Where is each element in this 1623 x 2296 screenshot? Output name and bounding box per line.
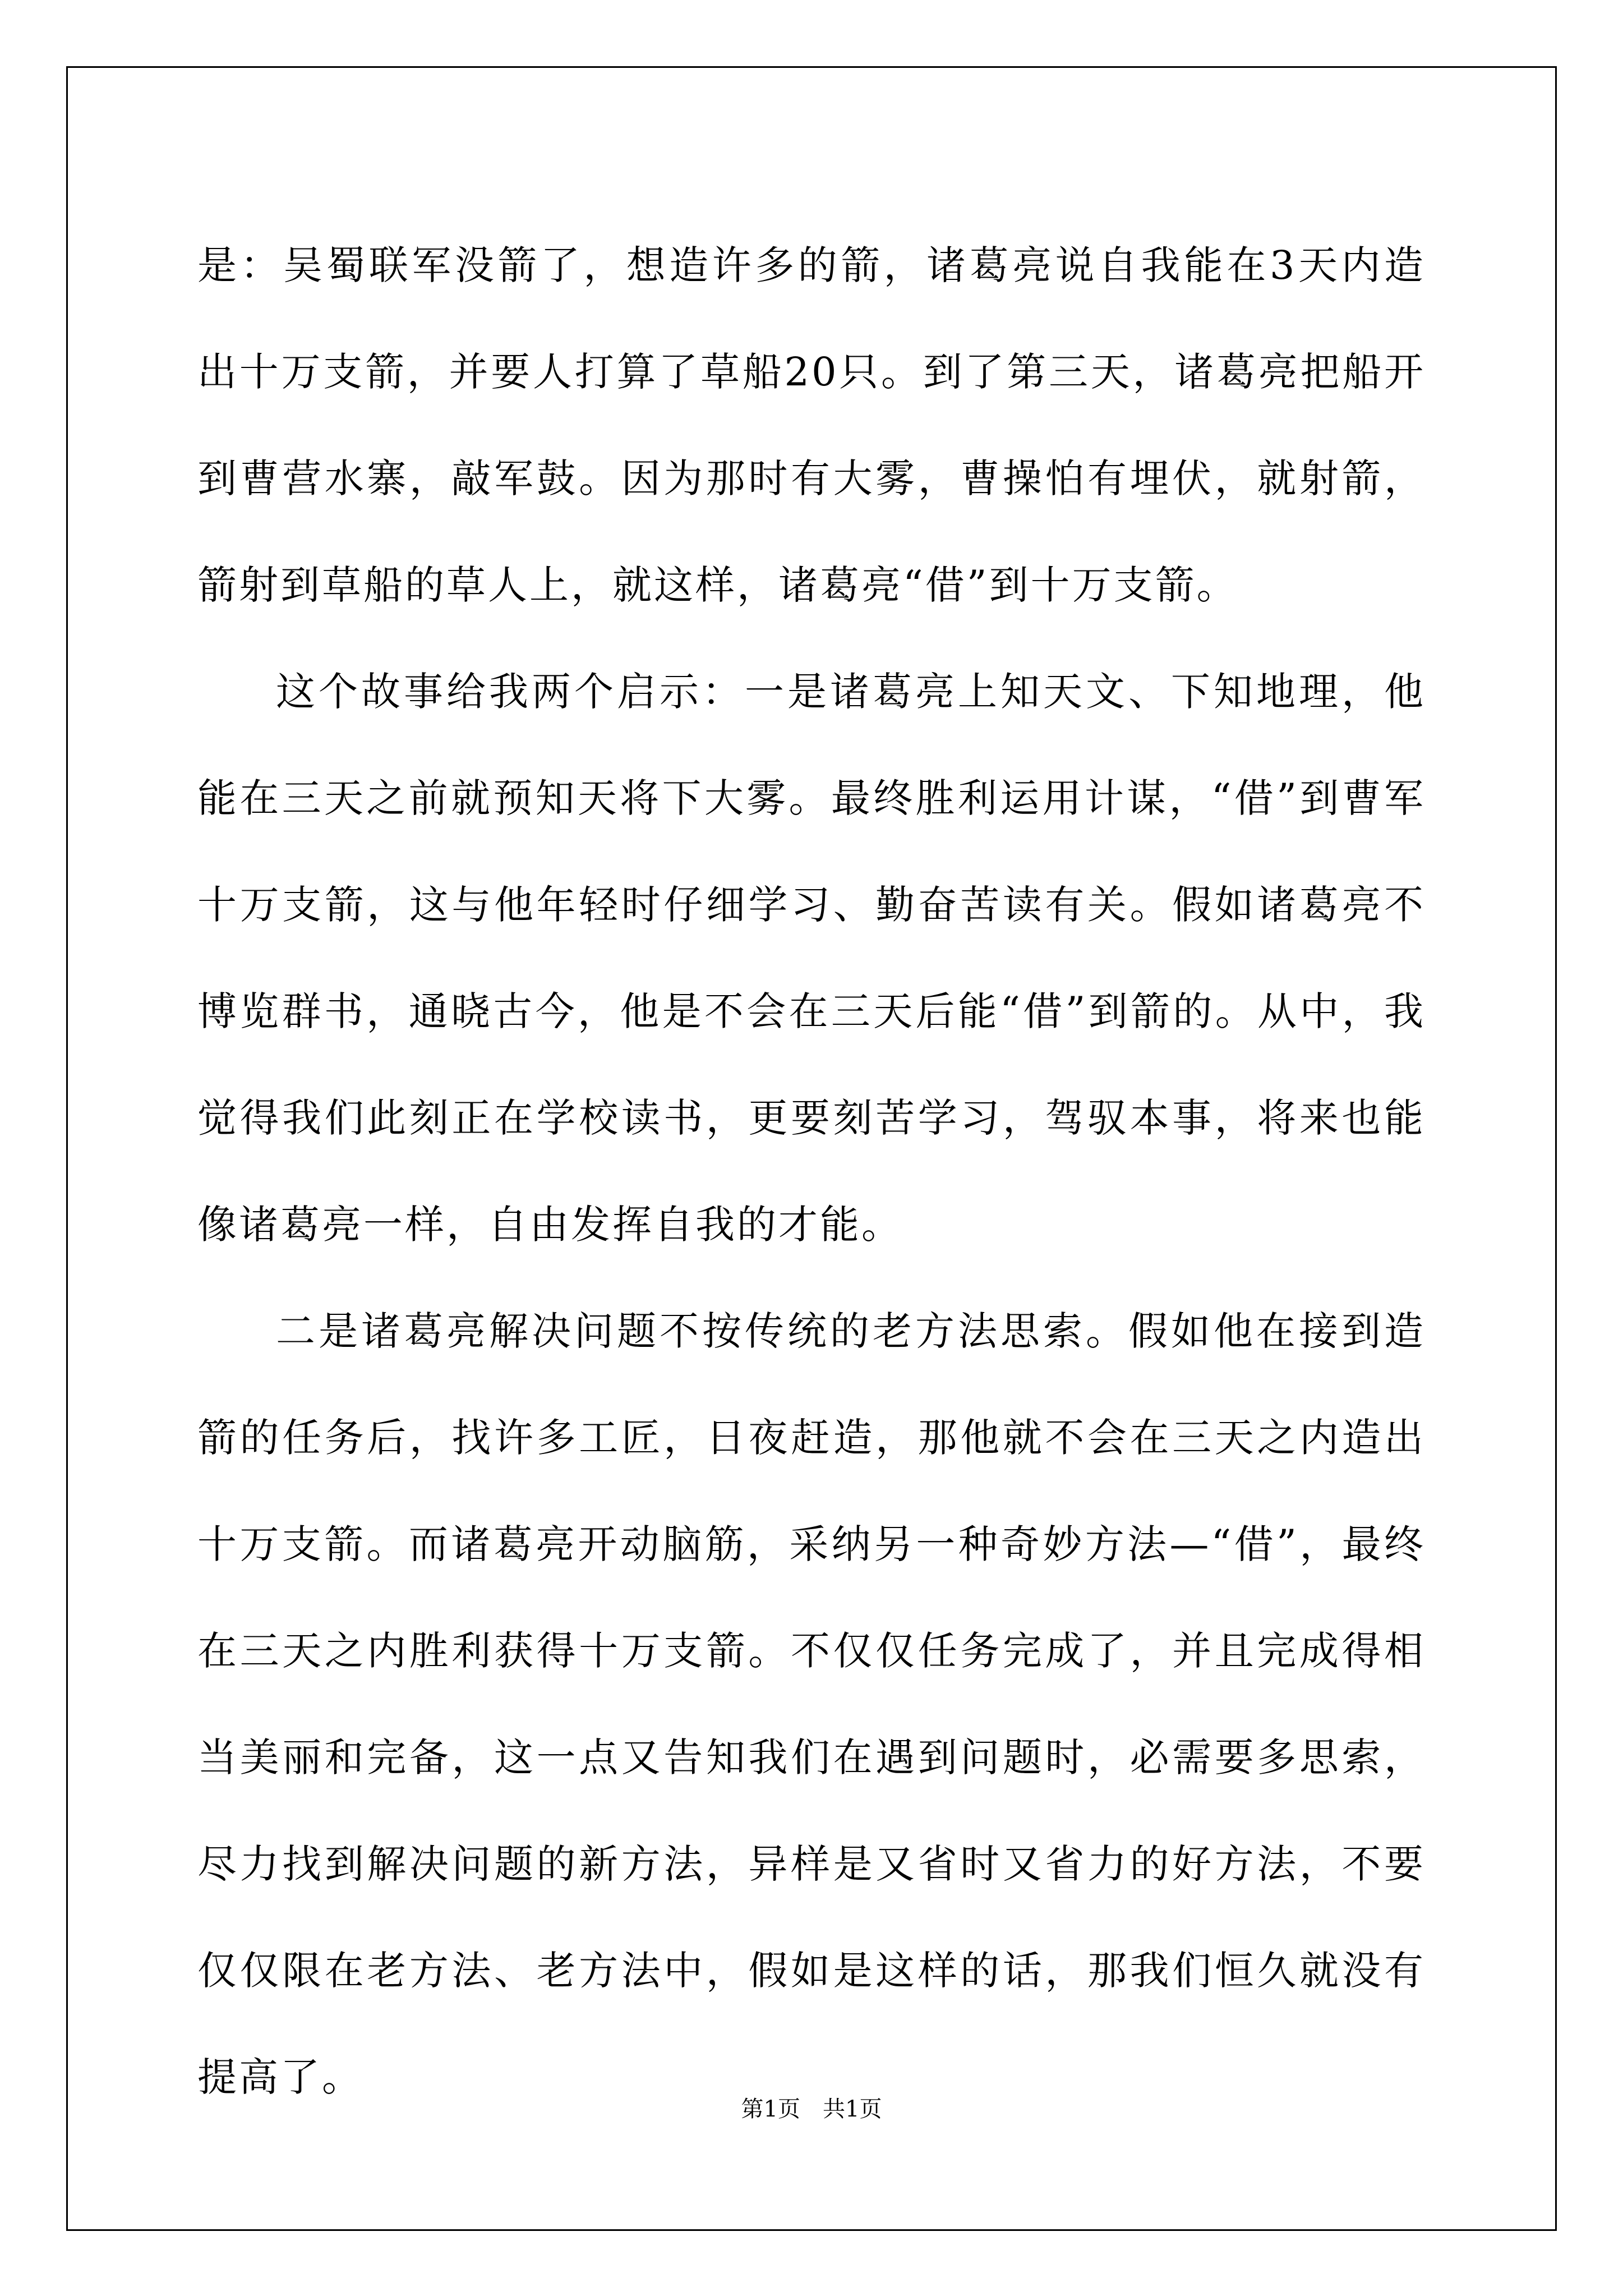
page-footer: 第1页 共1页 <box>741 2096 882 2122</box>
paragraph-3: 二是诸葛亮解决问题不按传统的老方法思索。假如他在接到造箭的任务后，找许多工匠，日夜赶造，那他就不会在三天之内造出十万支箭。而诸葛亮开动脑筋，采纳另一种奇妙方法—“借”，最终在三天之内胜利获得十万支箭。不仅仅任务完成了，并且完成得相当美丽和完备，这一点又告知我们在遇到问题时，必需要多思索，尽力找到解决问题的新方法，异样是又省时又省力的好方法，不要仅仅限在老方法、老方法中，假如是这样的话，那我们恒久就没有提高了。 <box>197 1308 1426 2100</box>
paragraph-2: 这个故事给我两个启示：一是诸葛亮上知天文、下知地理，他能在三天之前就预知天将下大雾。最终胜利运用计谋，“借”到曹军十万支箭，这与他年轻时仔细学习、勤奋苦读有关。假如诸葛亮不博览群书，通晓古今，他是不会在三天后能“借”到箭的。从中，我觉得我们此刻正在学校读书，更要刻苦学习，驾驭本事，将来也能像诸葛亮一样，自由发挥自我的才能。 <box>197 669 1426 1248</box>
document-body <box>197 212 1426 2131</box>
paragraph-1: 是：吴蜀联军没箭了，想造许多的箭，诸葛亮说自我能在3天内造出十万支箭，并要人打算了草船20只。到了第三天，诸葛亮把船开到曹营水寨，敲军鼓。因为那时有大雾，曹操怕有埋伏，就射箭，箭射到草船的草人上，就这样，诸葛亮“借”到十万支箭。 <box>197 242 1426 608</box>
